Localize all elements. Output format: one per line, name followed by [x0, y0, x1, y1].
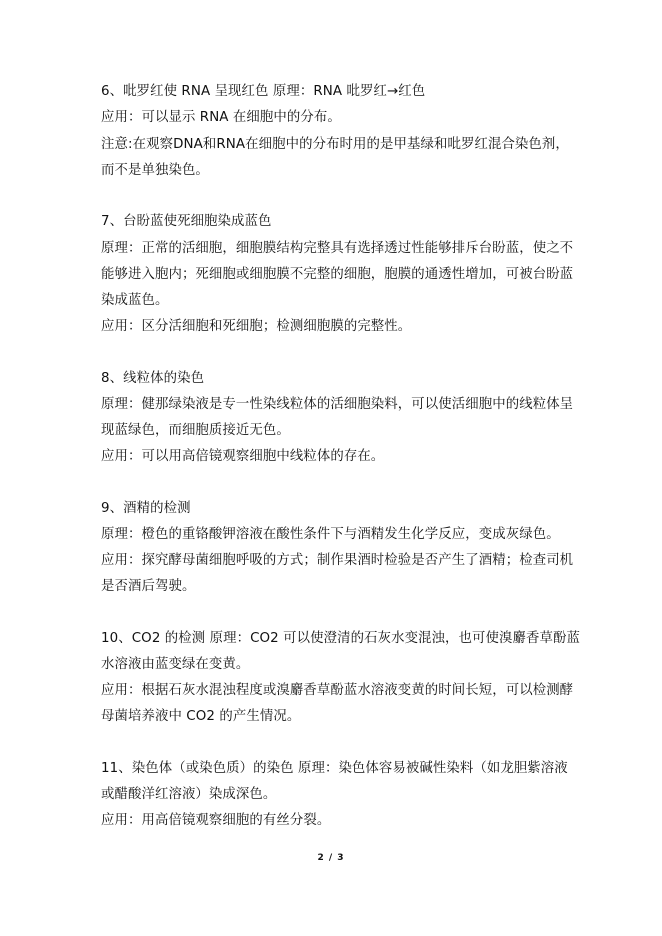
section-11-application: 应用：用高倍镜观察细胞的有丝分裂。: [101, 813, 331, 828]
section-9-heading: 9、酒精的检测: [101, 501, 191, 516]
section-6-application: 应用：可以显示 RNA 在细胞中的分布。: [101, 110, 341, 125]
section-7-principle-cont: 能够进入胞内；死细胞或细胞膜不完整的细胞，胞膜的通透性增加，可被台盼蓝: [101, 267, 574, 282]
section-6-heading: 6、吡罗红使 RNA 呈现红色 原理：RNA 吡罗红→红色: [101, 84, 426, 99]
section-8-principle-cont: 现蓝绿色，而细胞质接近无色。: [101, 423, 290, 438]
section-6-note: 注意:在观察DNA和RNA在细胞中的分布时用的是甲基绿和吡罗红混合染色剂，: [101, 137, 569, 152]
section-9-principle: 原理：橙色的重铬酸钾溶液在酸性条件下与酒精发生化学反应，变成灰绿色。: [101, 527, 560, 542]
section-8-application: 应用：可以用高倍镜观察细胞中线粒体的存在。: [101, 449, 385, 464]
section-7-principle: 原理：正常的活细胞，细胞膜结构完整具有选择透过性能够排斥台盼蓝，使之不: [101, 241, 574, 256]
section-6-note-cont: 而不是单独染色。: [101, 163, 209, 178]
section-7-application: 应用：区分活细胞和死细胞；检测细胞膜的完整性。: [101, 319, 412, 334]
section-8-principle: 原理：健那绿染液是专一性染线粒体的活细胞染料，可以使活细胞中的线粒体呈: [101, 397, 574, 412]
section-7-principle-end: 染成蓝色。: [101, 293, 169, 308]
section-11-heading-cont: 或醋酸洋红溶液）染成深色。: [101, 787, 277, 802]
page-number: 2 / 3: [317, 853, 345, 863]
section-10-heading: 10、CO2 的检测 原理：CO2 可以使澄清的石灰水变混浊，也可使溴麝香草酚蓝: [101, 631, 580, 646]
section-8-heading: 8、线粒体的染色: [101, 371, 205, 386]
section-9-application-cont: 是否酒后驾驶。: [101, 579, 196, 594]
section-10-application-cont: 母菌培养液中 CO2 的产生情况。: [101, 709, 301, 724]
section-9-application: 应用：探究酵母菌细胞呼吸的方式；制作果酒时检验是否产生了酒精；检查司机: [101, 553, 574, 568]
section-10-application: 应用：根据石灰水混浊程度或溴麝香草酚蓝水溶液变黄的时间长短，可以检测酵: [101, 683, 574, 698]
section-10-heading-cont: 水溶液由蓝变绿在变黄。: [101, 657, 250, 672]
section-7-heading: 7、台盼蓝使死细胞染成蓝色: [101, 214, 272, 229]
section-11-heading: 11、染色体（或染色质）的染色 原理：染色体容易被碱性染料（如龙胆紫溶液: [101, 761, 568, 776]
